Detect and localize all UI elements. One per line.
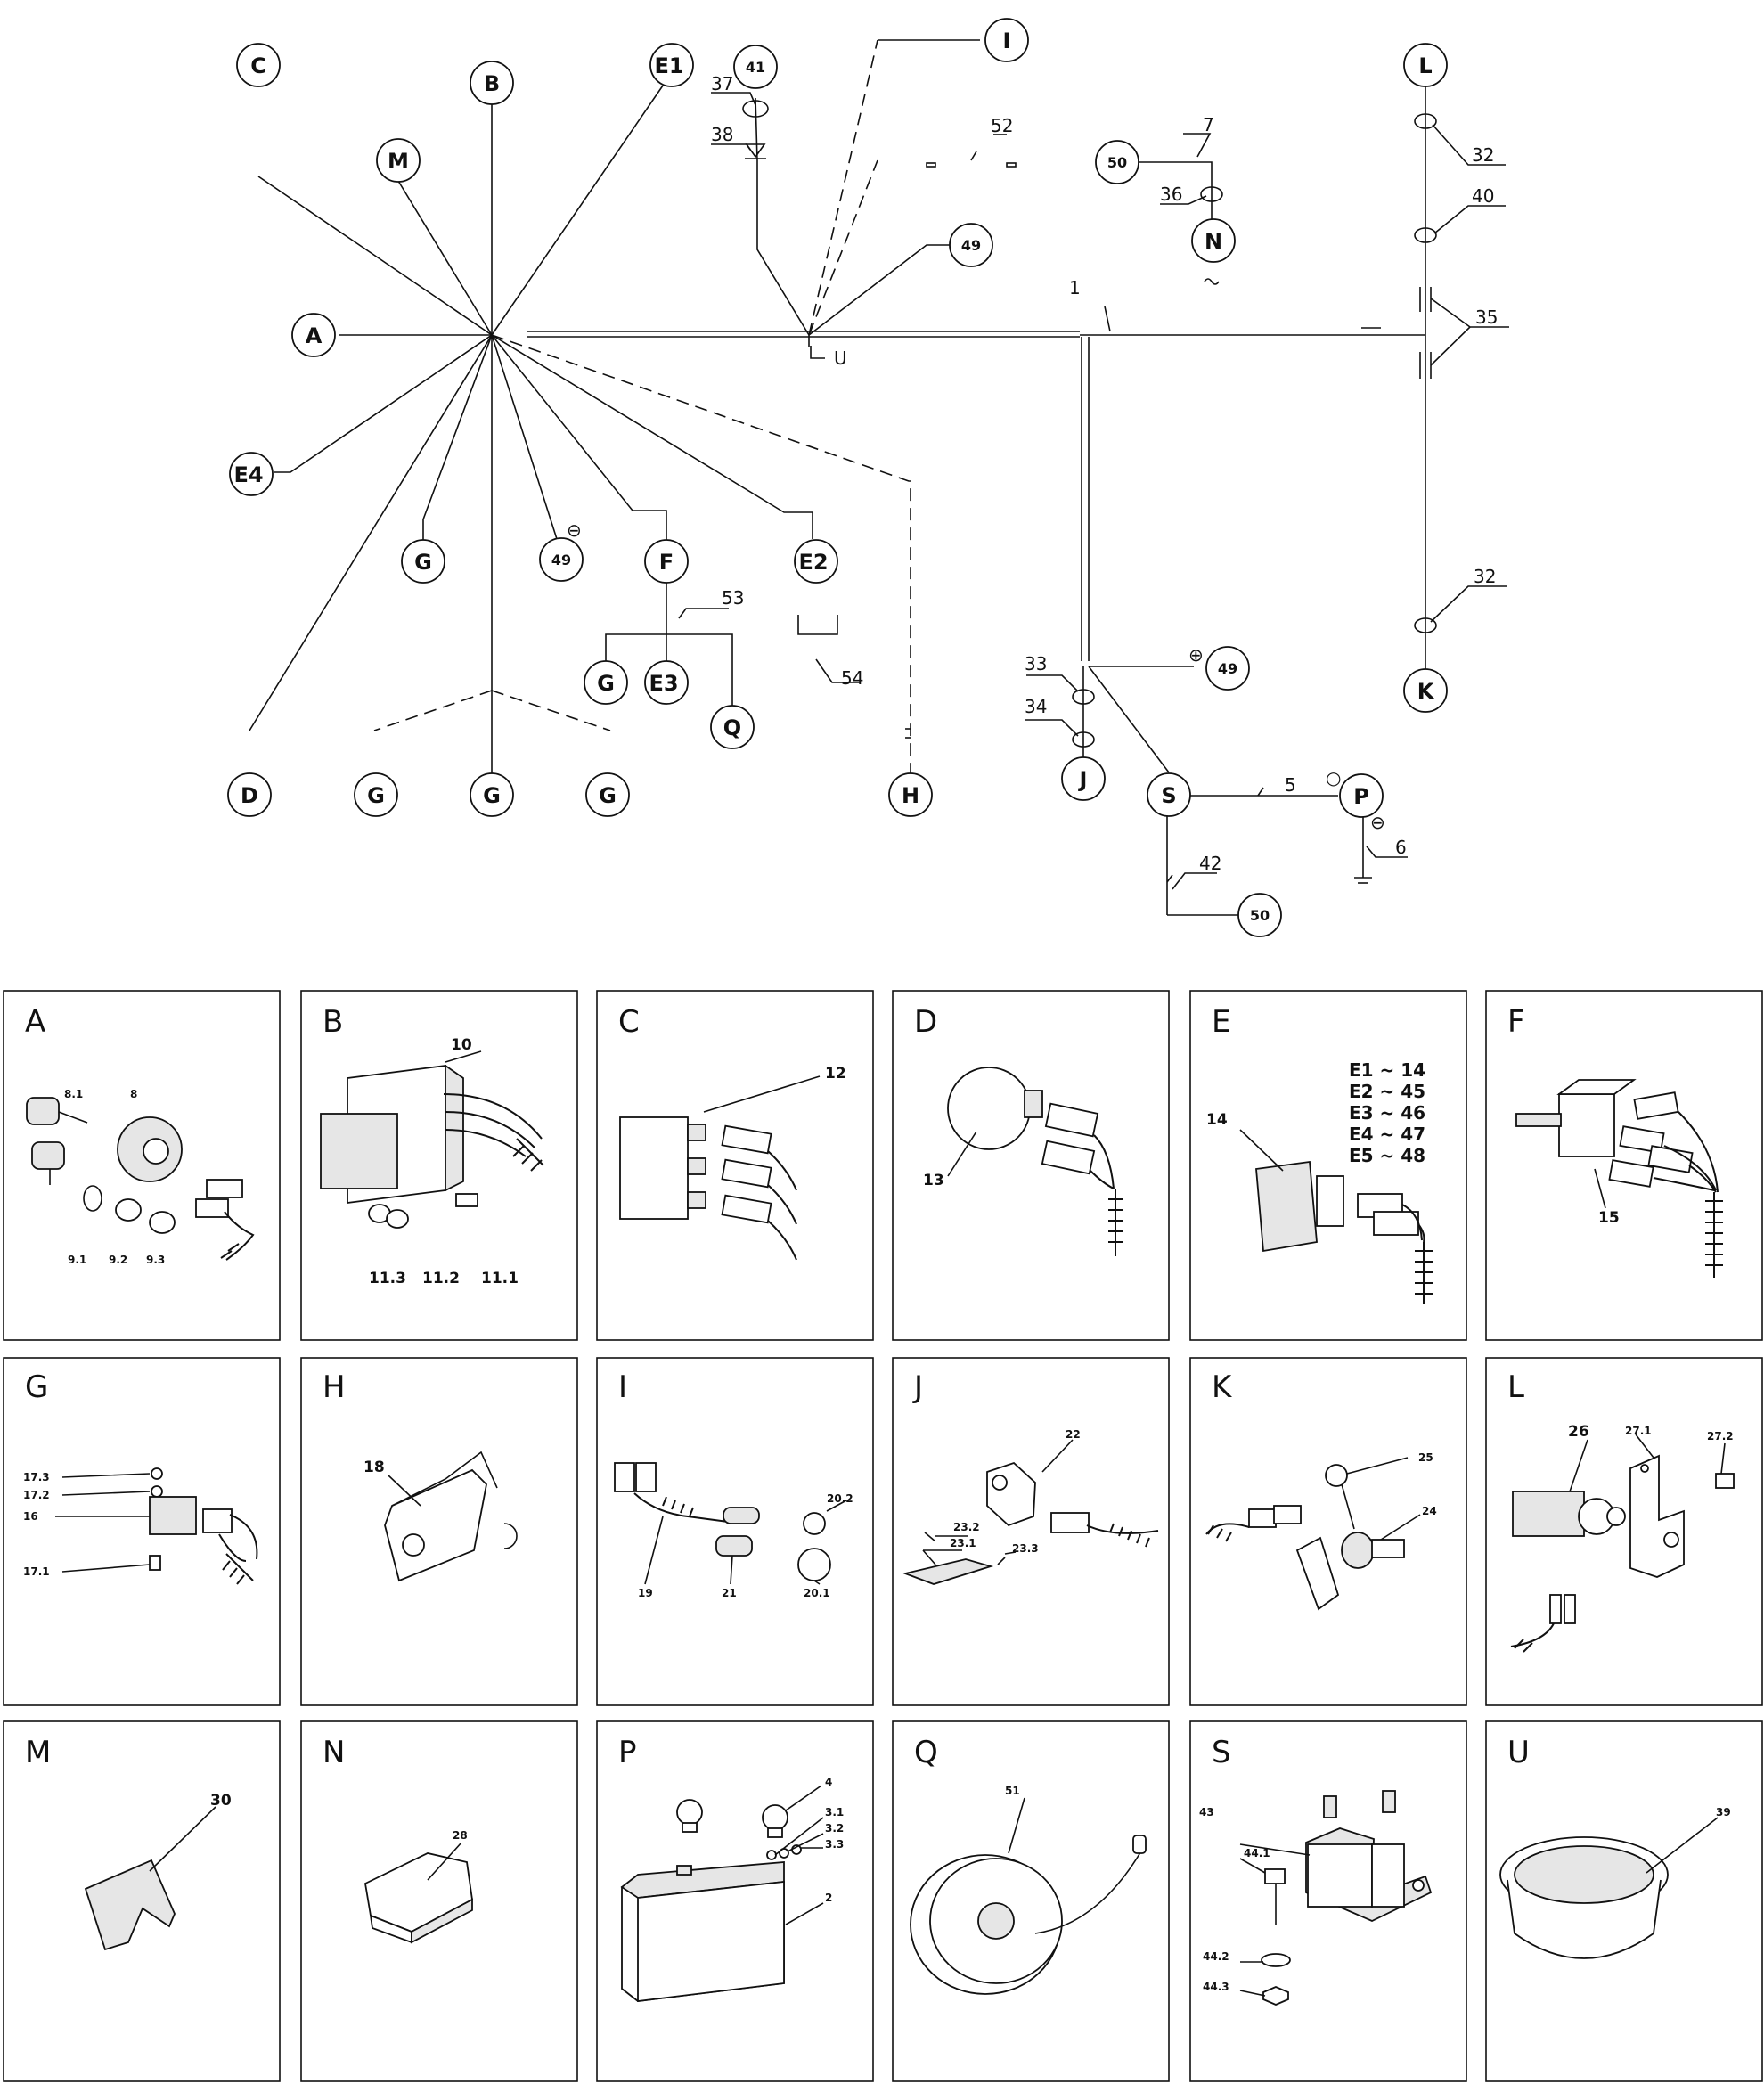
node-e1 [650,44,693,86]
label-panels-0-labels-4: 9.3 [146,1254,166,1266]
node-50-lower [1238,894,1281,936]
label-panels-16-labels-0: 43 [1199,1806,1214,1818]
label-panels-8-labels-2: 21 [722,1587,737,1599]
label-panels-1-labels-1: 11.3 [369,1270,406,1287]
label-panels-0-labels-3: 9.2 [109,1254,128,1266]
label-panels-6-labels-0: 17.3 [23,1471,50,1483]
node-q [711,706,754,748]
label-hub_wiring-hub_nodes-7: G [414,550,432,575]
label-panels-16-labels-2: 44.2 [1203,1950,1229,1963]
panel-b [301,991,577,1340]
callout-54: 54 [841,667,864,689]
label-panels-14-labels-2: 3.2 [825,1822,845,1835]
label-panels-14-labels-3: 3.3 [825,1838,845,1851]
label-panels-1-labels-3: 11.1 [481,1270,519,1287]
label-hub_wiring-hub_nodes-2: C [250,53,266,78]
label-top_nodes-n41: 41 [745,59,766,76]
label-hub_wiring-hub_nodes-3: M [388,149,409,174]
node-e2 [795,540,837,583]
label-panels-1-labels-2: 11.2 [422,1270,460,1287]
label-panels-12-letter: M [25,1735,52,1770]
label-lower_branch-s: S [1161,783,1177,808]
node-e3 [645,661,688,704]
label-panels-6-labels-3: 17.1 [23,1565,50,1578]
label-panels-8-labels-1: 19 [638,1587,653,1599]
label-panels-10-letter: K [1212,1369,1232,1405]
label-hub_wiring-sub_nodes-0: G [597,671,615,696]
label-panels-0-labels-0: 8.1 [64,1088,84,1100]
panel-u [1486,1721,1762,2081]
panel-n [301,1721,577,2081]
label-hub_wiring-hub_nodes-10: F [658,550,674,575]
label-panels-9-labels-3: 23.3 [1012,1542,1039,1555]
label-hub_wiring-sub_nodes-2: Q [723,715,742,740]
label-hub_wiring-bottom_nodes-0: G [367,783,385,808]
panel-j [893,1358,1169,1705]
label-hub_wiring-bottom_nodes-2: G [599,783,617,808]
label-panels-13-letter: N [323,1735,346,1770]
panel-m [4,1721,280,2081]
label-panels-9-labels-0: 22 [1066,1428,1081,1441]
callout-34: 34 [1025,696,1048,717]
label-panels-8-labels-0: 20.2 [827,1492,853,1505]
label-panels-9-labels-2: 23.1 [950,1537,976,1549]
node-g-left [355,773,397,816]
label-hub_wiring-bottom_nodes-1: G [483,783,501,808]
label-lower_branch-n49: 49 [1217,660,1238,677]
callout-36: 36 [1160,184,1183,205]
label-panels-8-labels-3: 20.1 [804,1587,830,1599]
label-lower_branch-n50: 50 [1249,907,1270,924]
node-m [377,139,420,182]
label-panels-11-letter: L [1507,1369,1524,1405]
callout-32-lower: 32 [1474,566,1497,587]
bracket-54 [798,615,837,634]
label-panels-5-letter: F [1507,1004,1525,1040]
label-panels-7-labels-0: 18 [363,1459,385,1476]
label-top_nodes-n49: 49 [960,237,982,254]
node-l [1404,44,1447,86]
callout-40: 40 [1472,185,1495,207]
callout-32-upper: 32 [1472,144,1495,166]
node-g-right [586,773,629,816]
label-panels-0-labels-1: 8 [130,1088,138,1100]
label-panels-14-letter: P [618,1735,637,1770]
label-hub_wiring-hub_nodes-0: A [305,323,323,348]
node-d [228,773,271,816]
panel-p [597,1721,873,2081]
label-hub_wiring-hub_nodes-8: H [901,783,920,808]
panel-g [4,1358,280,1705]
label-hub_wiring-hub_nodes-11: 49 [551,552,572,568]
panel-s [1190,1721,1466,2081]
callout-7: 7 [1203,114,1214,135]
label-panels-16-labels-1: 44.1 [1244,1847,1270,1859]
label-hub_wiring-hub_nodes-5: D [241,783,258,808]
node-j [1062,757,1105,800]
label-panels-0-labels-2: 9.1 [68,1254,87,1266]
panel-e-legend-1: E1 ~ 14 [1349,1059,1426,1081]
minus-sign-49-hub: ⊖ [567,519,582,541]
node-e4 [230,453,273,495]
label-panels-9-letter: J [914,1369,924,1405]
node-c [237,44,280,86]
label-right_branch-l: L [1418,53,1433,78]
node-41 [734,45,777,88]
callout-38: 38 [711,124,734,145]
callout-33: 33 [1025,653,1048,674]
label-panels-1-labels-0: 10 [451,1036,472,1054]
label-panels-17-letter: U [1507,1735,1530,1770]
panel-k [1190,1358,1466,1705]
node-g-hub [402,540,445,583]
callout-37: 37 [711,73,734,94]
label-panels-14-labels-4: 2 [825,1892,833,1904]
callout-42: 42 [1199,853,1222,874]
panel-a [4,991,280,1340]
label-panels-3-letter: D [914,1004,938,1040]
callout-52: 52 [991,115,1014,136]
label-panels-10-labels-1: 24 [1422,1505,1437,1517]
label-panels-15-letter: Q [914,1735,938,1770]
label-top_nodes-n50: 50 [1107,154,1128,171]
label-panels-14-labels-1: 3.1 [825,1806,845,1818]
label-panels-16-labels-3: 44.3 [1203,1981,1229,1993]
panel-c [597,991,873,1340]
node-49-hub [540,538,583,581]
node-50-top [1096,141,1139,184]
label-panels-2-labels-0: 12 [825,1065,846,1083]
label-panels-15-labels-0: 51 [1005,1785,1020,1797]
node-a [292,314,335,356]
label-panels-6-labels-2: 16 [23,1510,38,1523]
callout-53: 53 [722,587,745,609]
plus-sign-49: ⊕ [1188,644,1204,666]
panel-d [893,991,1169,1340]
harness-label-1: 1 [1069,277,1081,298]
label-panels-11-labels-2: 27.2 [1707,1430,1734,1442]
label-panels-16-letter: S [1212,1735,1231,1770]
label-right_branch-k: K [1417,679,1434,704]
label-panels-14-labels-0: 4 [825,1776,833,1788]
hub-wires [249,40,1436,921]
label-panels-0-letter: A [25,1004,46,1040]
panel-l [1486,1358,1762,1705]
label-panels-8-letter: I [618,1369,628,1405]
label-panels-4-letter: E [1212,1004,1231,1040]
label-hub_wiring-hub_nodes-4: E1 [654,53,684,78]
label-panels-2-letter: C [618,1004,640,1040]
parts-panels [4,991,1762,2081]
callout-35: 35 [1475,306,1499,328]
label-panels-9-labels-1: 23.2 [953,1521,980,1533]
label-lower_branch-p: P [1353,784,1369,809]
node-i [985,19,1028,61]
callout-5: 5 [1285,774,1296,796]
callout-labels [711,73,1498,874]
circle-sign-p: ○ [1326,767,1342,789]
label-panels-4-labels-0: 14 [1206,1111,1228,1129]
node-49-top [950,224,992,266]
panel-e-legend-4: E4 ~ 47 [1349,1124,1426,1145]
node-s [1147,773,1190,816]
node-h [889,773,932,816]
label-panels-3-labels-0: 13 [923,1172,944,1189]
label-panels-6-letter: G [25,1369,49,1405]
label-panels-11-labels-0: 26 [1568,1423,1589,1441]
node-b [470,61,513,104]
label-top_nodes-i: I [1002,29,1011,53]
callout-6: 6 [1395,837,1407,858]
panel-q [893,1721,1169,2081]
panel-h [301,1358,577,1705]
label-panels-13-labels-0: 28 [453,1829,468,1842]
node-g-center [470,773,513,816]
node-u-label: U [834,347,847,369]
schematic-nodes [228,19,1447,936]
panel-e-legend-3: E3 ~ 46 [1349,1102,1426,1124]
node-p [1340,774,1383,817]
label-hub_wiring-sub_nodes-1: E3 [649,671,679,696]
node-g-sub [584,661,627,704]
label-panels-10-labels-0: 25 [1418,1451,1433,1464]
label-panels-6-labels-1: 17.2 [23,1489,50,1501]
label-panels-17-labels-0: 39 [1716,1806,1731,1818]
label-hub_wiring-hub_nodes-1: B [483,71,501,96]
wiring-schematic [228,19,1509,936]
panel-f [1486,991,1762,1340]
label-panels-1-letter: B [323,1004,344,1040]
node-k [1404,669,1447,712]
panel-e-legend-5: E5 ~ 48 [1349,1145,1426,1166]
label-lower_branch-j: J [1079,767,1088,792]
node-f [645,540,688,583]
node-49-lower [1206,647,1249,690]
panel-i [597,1358,873,1705]
label-panels-12-labels-0: 30 [210,1792,232,1810]
label-panels-11-labels-1: 27.1 [1625,1425,1652,1437]
node-n [1192,219,1235,262]
minus-sign-p: ⊖ [1370,812,1385,833]
label-hub_wiring-hub_nodes-9: E2 [798,550,829,575]
label-top_nodes-n: N [1204,229,1223,254]
label-panels-5-labels-0: 15 [1598,1209,1620,1227]
label-panels-7-letter: H [323,1369,346,1405]
panel-e [1190,991,1466,1340]
label-hub_wiring-hub_nodes-6: E4 [233,462,264,487]
panel-e-legend-2: E2 ~ 45 [1349,1081,1426,1102]
